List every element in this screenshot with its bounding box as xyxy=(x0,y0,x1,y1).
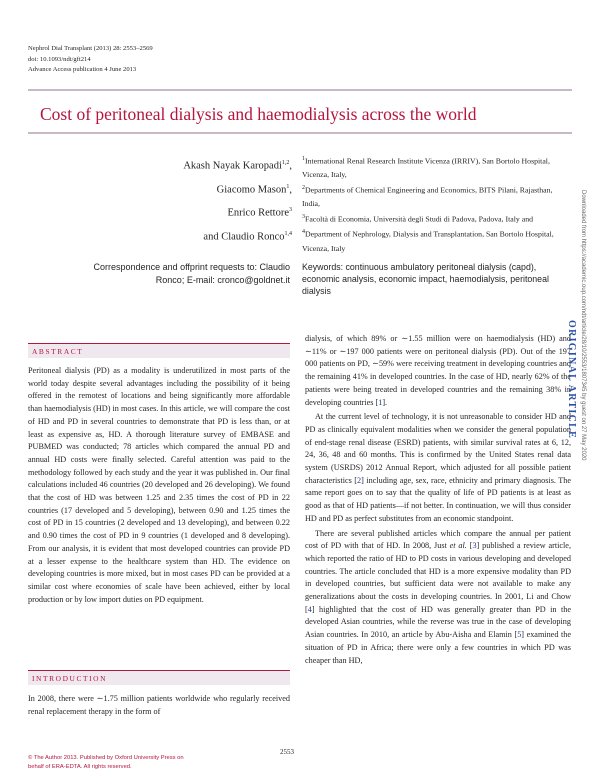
abstract-heading-bar xyxy=(28,343,290,358)
affiliation-list xyxy=(302,153,570,255)
affiliation: $^2$Departments of Chemical Engineering and Economics, BITS Pilani, Rajasthan, India, xyxy=(302,185,553,209)
reference-link[interactable]: 2 xyxy=(357,475,362,485)
author: Akash Nayak Karopadi$^{1,2}$, xyxy=(183,160,292,172)
title-rule-top xyxy=(28,89,572,91)
publication-date: Advance Access publication 4 June 2013 xyxy=(28,66,137,73)
abstract-heading: ABSTRACT xyxy=(32,347,84,356)
introduction-heading-bar xyxy=(28,670,290,685)
introduction-heading: INTRODUCTION xyxy=(32,674,108,683)
affiliation: $^1$International Renal Research Institute Vicenza (IRRIV), San Bortolo Hospital, Vicenza, Italy, xyxy=(302,156,550,180)
abstract-text: Peritoneal dialysis (PD) as a modality is underutilized in most parts of the world today despite several advantages including the possibility of it being offered in the remotest of locations and being significantly more affordable than haemodialysis (HD) in most cases. In this article, we will compare the cost of HD and PD in several countries to demonstrate that PD is less than, or at least as expensive as, HD. A thorough literature survey of EMBASE and PUBMED was conducted; 78 articles which compared the annual PD and annual HD costs were finally selected. Careful attention was paid to the methodology followed by each study and the year it was published in. Our final calculations included 46 countries (20 developed and 26 developing). We found that the cost of HD was between 1.25 and 2.35 times the cost of PD in 22 countries (17 developed and 5 developing), between 0.90 and 1.25 times the cost of PD in 15 countries (2 developed and 13 developing), and between 0.22 and 0.90 times the cost of PD in 9 countries (1 developed and 8 developing). From our analysis, it is evident that most developed countries can provide PD at a lesser expense to the healthcare system than HD. The evidence on developing countries is more mixed, but in most cases PD can be provided at a similar cost where economies of scale have been achieved, either by local production or by low import duties on PD equipment. xyxy=(28,366,290,604)
reference-link[interactable]: 4 xyxy=(307,604,312,614)
correspondence: Correspondence and offprint requests to: Claudio Ronco; E-mail: cronco@goldnet.it xyxy=(93,262,290,285)
introduction-paragraph: In 2008, there were ∼1.75 million patients worldwide who regularly received renal replacement therapy in the form of xyxy=(28,694,290,716)
paragraph: At the current level of technology, it is not unreasonable to consider HD and PD as clinically equivalent modalities when we consider the general population of end-stage renal disease (ESRD) patients, with similar survival rates at 6, 12, 24, 36, 48 and 60 months. This is confirmed by the United States renal data system (USRDS) 2012 Annual Report, which adjusted for all possible patient characteristics [2] including age, sex, race, ethnicity and primary diagnosis. The same report goes on to say that the quality of life of PD patients is at least as good as that of HD patients—if not better. In continuation, we will thus consider HD and PD as perfect substitutes from an economic standpoint. xyxy=(305,412,571,523)
reference-link[interactable]: 5 xyxy=(517,630,522,640)
paragraph: dialysis, of which 89% or ∼1.55 million were on haemodialysis (HD) and ∼11% or ∼197 000 patients were on peritoneal dialysis (PD). Out of the 197 000 patients on PD, ∼59% were receiving treatment in developing countries and the remaining 41% in developed countries. In the case of HD, nearly 62% of the patients were being treated in developed countries and the remaining 38% in developing countries [1]. xyxy=(305,334,571,407)
download-notice: Downloaded from https://academic.oup.com/ndt/article/28/10/2553/1807345 by guest on 27 May 2020 xyxy=(580,190,586,461)
reference-link[interactable]: 3 xyxy=(472,541,477,551)
author: Giacomo Mason$^1$, xyxy=(216,183,292,195)
journal-citation: Nephrol Dial Transplant (2013) 28: 2553–2569 xyxy=(28,45,153,52)
download-watermark xyxy=(576,190,592,570)
author-list xyxy=(150,153,292,247)
journal-meta xyxy=(28,44,153,76)
affiliation: $^4$Department of Nephrology, Dialysis and Transplantation, San Bortolo Hospital, Vicenza, Italy xyxy=(302,229,554,253)
title-rule-bottom xyxy=(28,132,572,134)
affiliation: $^3$Facoltà di Economia, Università degli Studi di Padova, Padova, Italy and xyxy=(302,214,534,224)
paragraph: There are several published articles which compare the annual per patient cost of PD with that of HD. In 2008, Just et al. [3] published a review article, which reported the ratio of HD to PD costs in various developing and developed countries. The article concluded that HD is a more expensive modality than PD in developed countries, but sufficient data were not available to make any generalizations about the costs in developing countries. In 2001, Li and Chow [4] highlighted that the cost of HD was generally greater than PD in the developed Asian countries, while the reverse was true in the case of developing Asian countries. In 2010, an article by Abu-Aisha and Elamin [5] examined the situation of PD in Africa; there were only a few countries in which PD was cheaper than HD, xyxy=(305,528,571,665)
doi[interactable]: doi: 10.1093/ndt/gft214 xyxy=(28,55,91,63)
section-label: ORIGINAL ARTICLE xyxy=(566,320,577,440)
abstract-body xyxy=(28,365,290,606)
right-column xyxy=(305,333,571,667)
article-title: Cost of peritoneal dialysis and haemodialysis across the world xyxy=(40,104,477,124)
author: Enrico Rettore$^3$ xyxy=(227,207,292,219)
author: and Claudio Ronco$^{1,4}$ xyxy=(203,230,292,242)
page-number: 2553 xyxy=(280,748,294,756)
copyright: © The Author 2013. Published by Oxford University Press on behalf of ERA-EDTA. All rights reserved. xyxy=(28,755,184,770)
introduction-body xyxy=(28,693,290,718)
keywords: Keywords: continuous ambulatory peritoneal dialysis (capd), economic analysis, economic impact, haemodialysis, peritoneal dialysis xyxy=(302,262,549,296)
reference-link[interactable]: 1 xyxy=(378,397,383,407)
